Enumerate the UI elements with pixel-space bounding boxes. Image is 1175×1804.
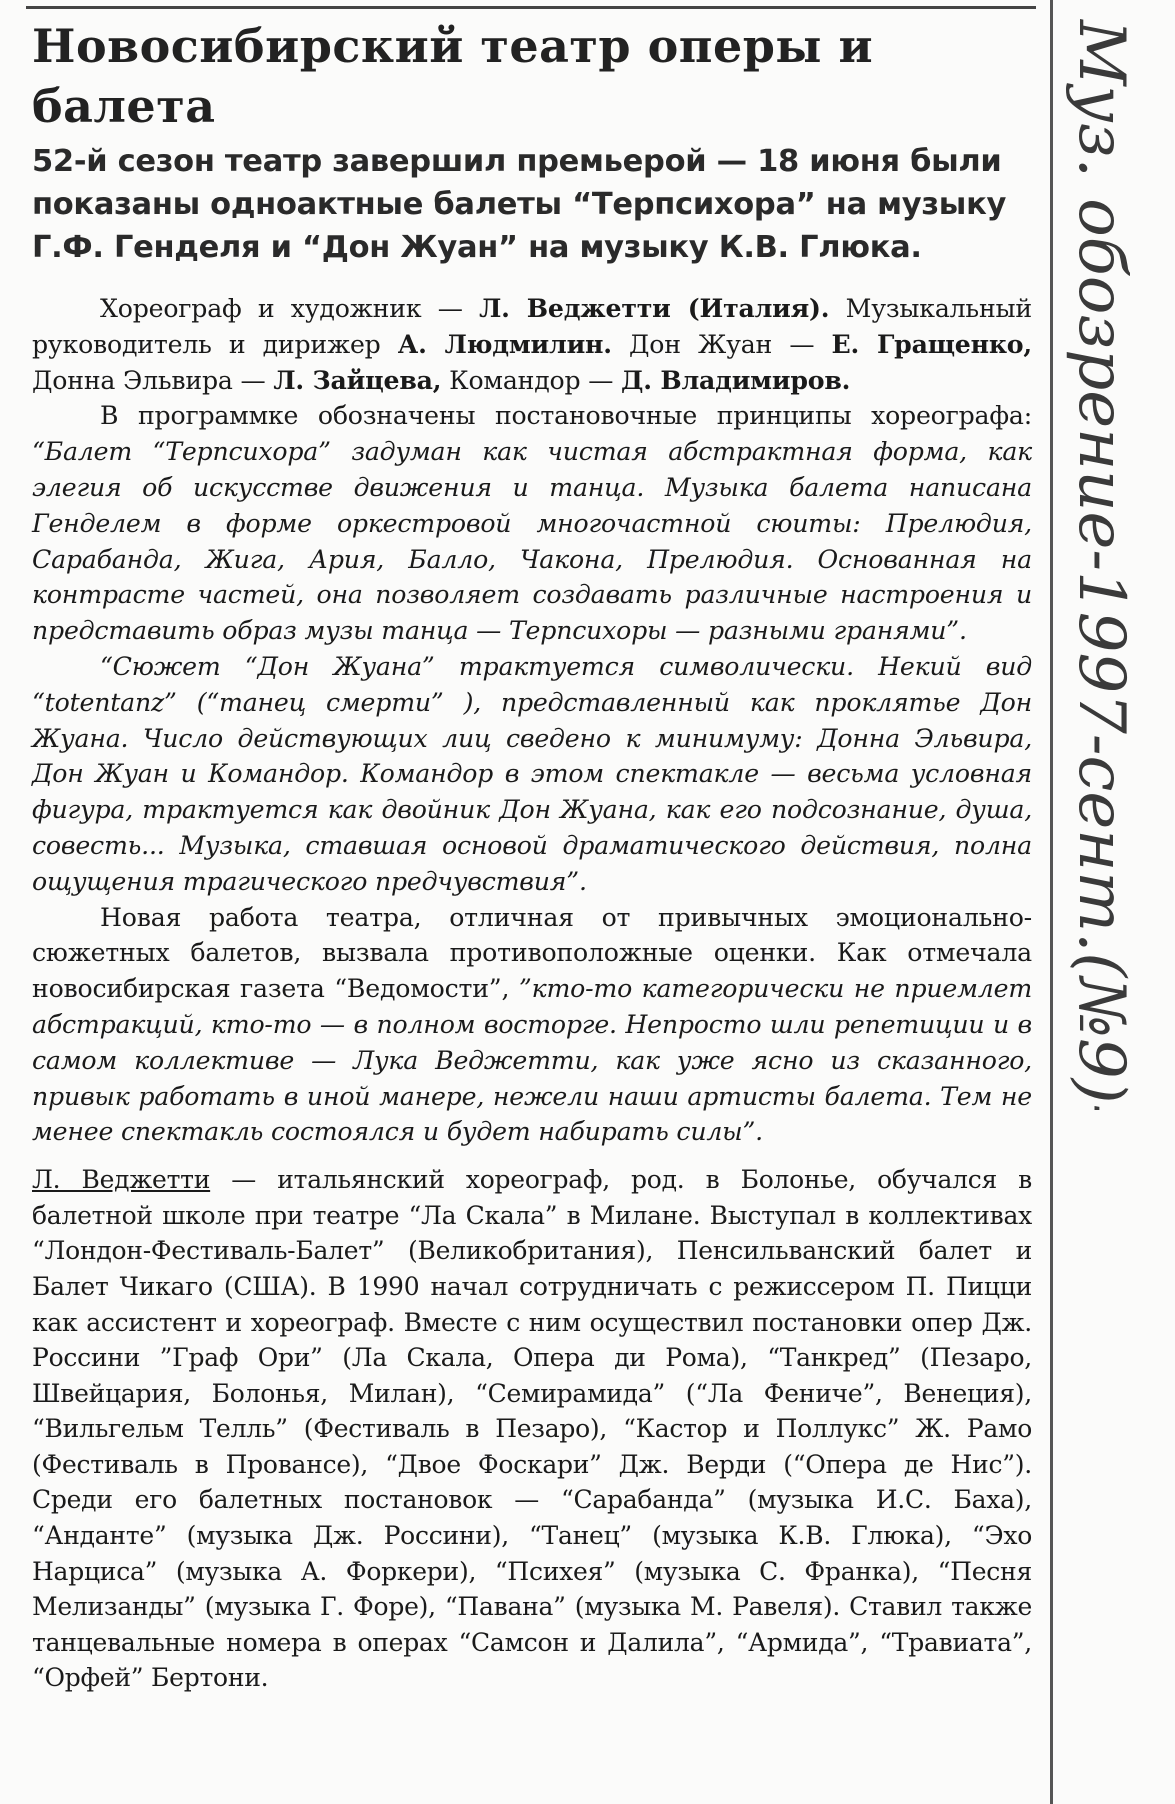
paragraph-don-juan xyxy=(32,649,1032,900)
credits-text: Хореограф и художник — xyxy=(100,294,480,323)
handwritten-note-svg xyxy=(1040,10,1160,1110)
don-juan-dancer: Е. Гращенко, xyxy=(831,328,1032,359)
newspaper-quote: ”кто-то категорически не приемлет абстракций, кто-то — в полном восторге. Непросто шли репетиции и в самом коллективе — Лука Веджетти, как уже ясно из сказанного, привык работать в иной манере, нежели наши артисты балета. Тем не менее спектакль состоялся и будет набирать силы”. xyxy=(32,974,1033,1147)
biography-text: — итальянский хореограф, род. в Болонье, обучался в балетной школе при театре “Ла Скала” в Милане. Выступал в коллективах “Лондон-Фестиваль-Балет” (Великобритания), Пенсильванский балет и Балет Чикаго (США). В 1990 начал сотрудничать с режиссером П. Пицци как ассистент и хореограф. Вместе с ним осуществил постановки опер Дж. Россини ”Граф Ори” (Ла Скала, Опера ди Рома), “Танкред” (Пезаро, Швейцария, Болонья, Милан), “Семирамида” (“Ла Феничe”, Венеция), “Вильгельм Телль” (Фестиваль в Пезаро), “Кастор и Поллукс” Ж. Рамо (Фестиваль в Провансе), “Двое Фоскари” Дж. Верди (“Опера де Нис”). Среди его балетных постановок — “Сарабанда” (музыка И.С. Баха), “Анданте” (музыка Дж. Россини), “Танец” (музыка К.В. Глюка), “Эхо Нарциса” (музыка А. Форкери), “Психея” (музыка С. Франка), “Песня Мелизанды” (музыка Г. Форе), “Павана” (музыка М. Равеля). Ставил также танцевальные номера в операх “Самсон и Далила”, “Армида”, “Травиата”, “Орфей” Бертони. xyxy=(32,1165,1032,1693)
commander-dancer: Д. Владимиров. xyxy=(621,364,851,395)
choreographer-quote: “Балет “Терпсихора” задуман как чистая абстрактная форма, как элегия об искусстве движения и танца. Музыка балета написана Генделем в форме оркестровой многочастной сюиты: Прелюдия, Сарабанда, Жига, Ария, Балло, Чакона, Прелюдия. Основанная на контрасте частей, она позволяет создавать различные настроения и представить образ музы танца — Терпсихоры — разными гранями”. xyxy=(32,437,1032,646)
article-body xyxy=(32,291,1032,1150)
choreographer-name: Л. Веджетти (Италия). xyxy=(479,293,830,323)
elvira-dancer: Л. Зайцева, xyxy=(273,364,442,395)
paragraph-terpsichore xyxy=(32,398,1032,649)
biography-name: Л. Веджетти xyxy=(32,1165,211,1195)
paragraph-reception xyxy=(32,900,1032,1151)
biography-note xyxy=(32,1162,1032,1696)
biography-paragraph xyxy=(32,1162,1032,1696)
top-rule xyxy=(26,6,1036,9)
article-column xyxy=(32,16,1032,1696)
newspaper-clipping xyxy=(18,0,1036,1804)
credits-text: Командор — xyxy=(441,365,622,395)
credits-text: Дон Жуан — xyxy=(611,329,832,359)
headline: Новосибирский театр оперы и балета xyxy=(32,19,874,133)
choreographer-quote: “Сюжет “Дон Жуана” трактуется символически. Некий вид “totentanz” (“танец смерти” ), представленный как проклятье Дон Жуана. Число действующих лиц сведено к минимуму: Донна Эльвира, Дон Жуан и Командор. Командор в этом спектакле — весьма условная фигура, трактуется как двойник Дон Жуана, как его подсознание, душа, совесть... Музыка, ставшая основой драматического действия, полна ощущения трагического предчувствия”. xyxy=(32,651,1032,896)
credits-text: Донна Эльвира — xyxy=(32,365,274,395)
conductor-name: А. Людмилин. xyxy=(397,328,612,359)
handwritten-source-note xyxy=(1040,10,1160,1110)
paragraph-text: Новая работа театра, отличная от привычных эмоционально-сюжетных балетов, вызвала противоположные оценки. Как отмечала новосибирская газета “Ведомости”, xyxy=(32,902,1032,1004)
credits-text: Музыкальный руководитель и дирижер xyxy=(32,294,1032,359)
paragraph-text: В программке обозначены постановочные принципы хореографа: xyxy=(100,401,1032,431)
lead-paragraph: 52-й сезон театр завершил премьерой — 18 июня были показаны одноактные балеты “Терпсихора” на музыку Г.Ф. Генделя и “Дон Жуан” на музыку К.В. Глюка. xyxy=(32,144,1007,265)
handwritten-note-text: Муз. обозрение-1997-сент.(№9)-С.9 xyxy=(1064,20,1138,1110)
credits-paragraph xyxy=(32,291,1032,398)
